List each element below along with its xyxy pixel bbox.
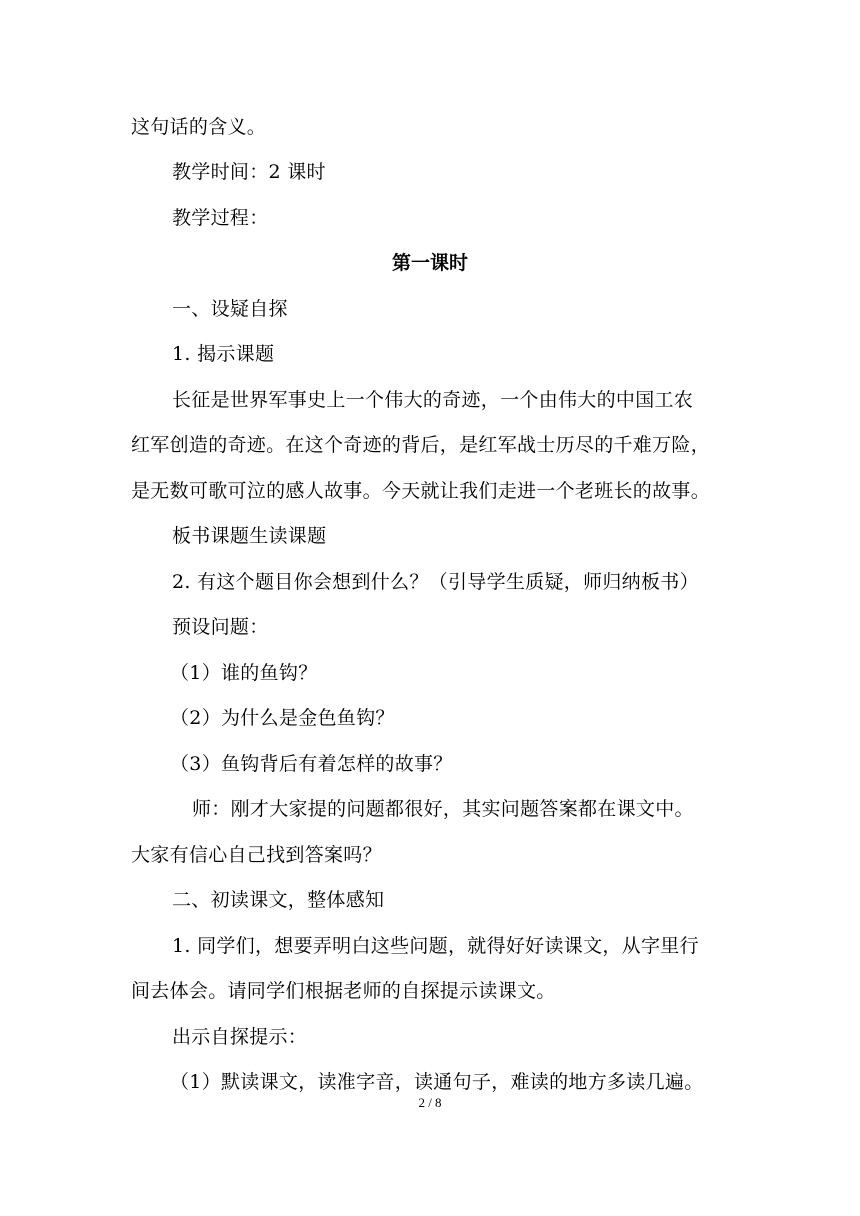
step-title: 1. 揭示课题 (172, 343, 275, 365)
section-title: 二、初读课文，整体感知 (172, 889, 385, 911)
step-title: 2. 有这个题目你会想到什么？（引导学生质疑，师归纳板书） (172, 571, 699, 593)
teaching-time: 教学时间：2 课时 (172, 161, 326, 183)
text-line: 出示自探提示： (172, 1026, 308, 1048)
question-item: （1）谁的鱼钩？ (170, 662, 318, 684)
section-title: 一、设疑自探 (172, 298, 288, 320)
question-item: （2）为什么是金色鱼钩？ (170, 707, 395, 729)
page-number: 2 / 8 (418, 1095, 442, 1110)
paragraph-line: 间去体会。请同学们根据老师的自探提示读课文。 (131, 980, 556, 1002)
paragraph-line: 师：刚才大家提的问题都很好，其实问题答案都在课文中。 (192, 798, 694, 820)
text-line: 板书课题生读课题 (172, 525, 327, 547)
paragraph-line: 1. 同学们，想要弄明白这些问题，就得好好读课文，从字里行 (172, 935, 699, 957)
question-item: （1）默读课文，读准字音，读通句子，难读的地方多读几遍。 (170, 1071, 704, 1093)
paragraph-line: 红军创造的奇迹。在这个奇迹的背后，是红军战士历尽的千难万险， (131, 434, 711, 456)
question-item: （3）鱼钩背后有着怎样的故事？ (170, 753, 453, 775)
section-heading: 第一课时 (391, 252, 468, 274)
teaching-process-label: 教学过程： (172, 207, 269, 229)
text-line: 这句话的含义。 (131, 116, 267, 138)
text-line: 预设问题： (172, 616, 269, 638)
paragraph-line: 是无数可歌可泣的感人故事。今天就让我们走进一个老班长的故事。 (131, 480, 711, 502)
paragraph-line: 长征是世界军事史上一个伟大的奇迹，一个由伟大的中国工农 (172, 389, 694, 411)
paragraph-line: 大家有信心自己找到答案吗？ (131, 844, 382, 866)
